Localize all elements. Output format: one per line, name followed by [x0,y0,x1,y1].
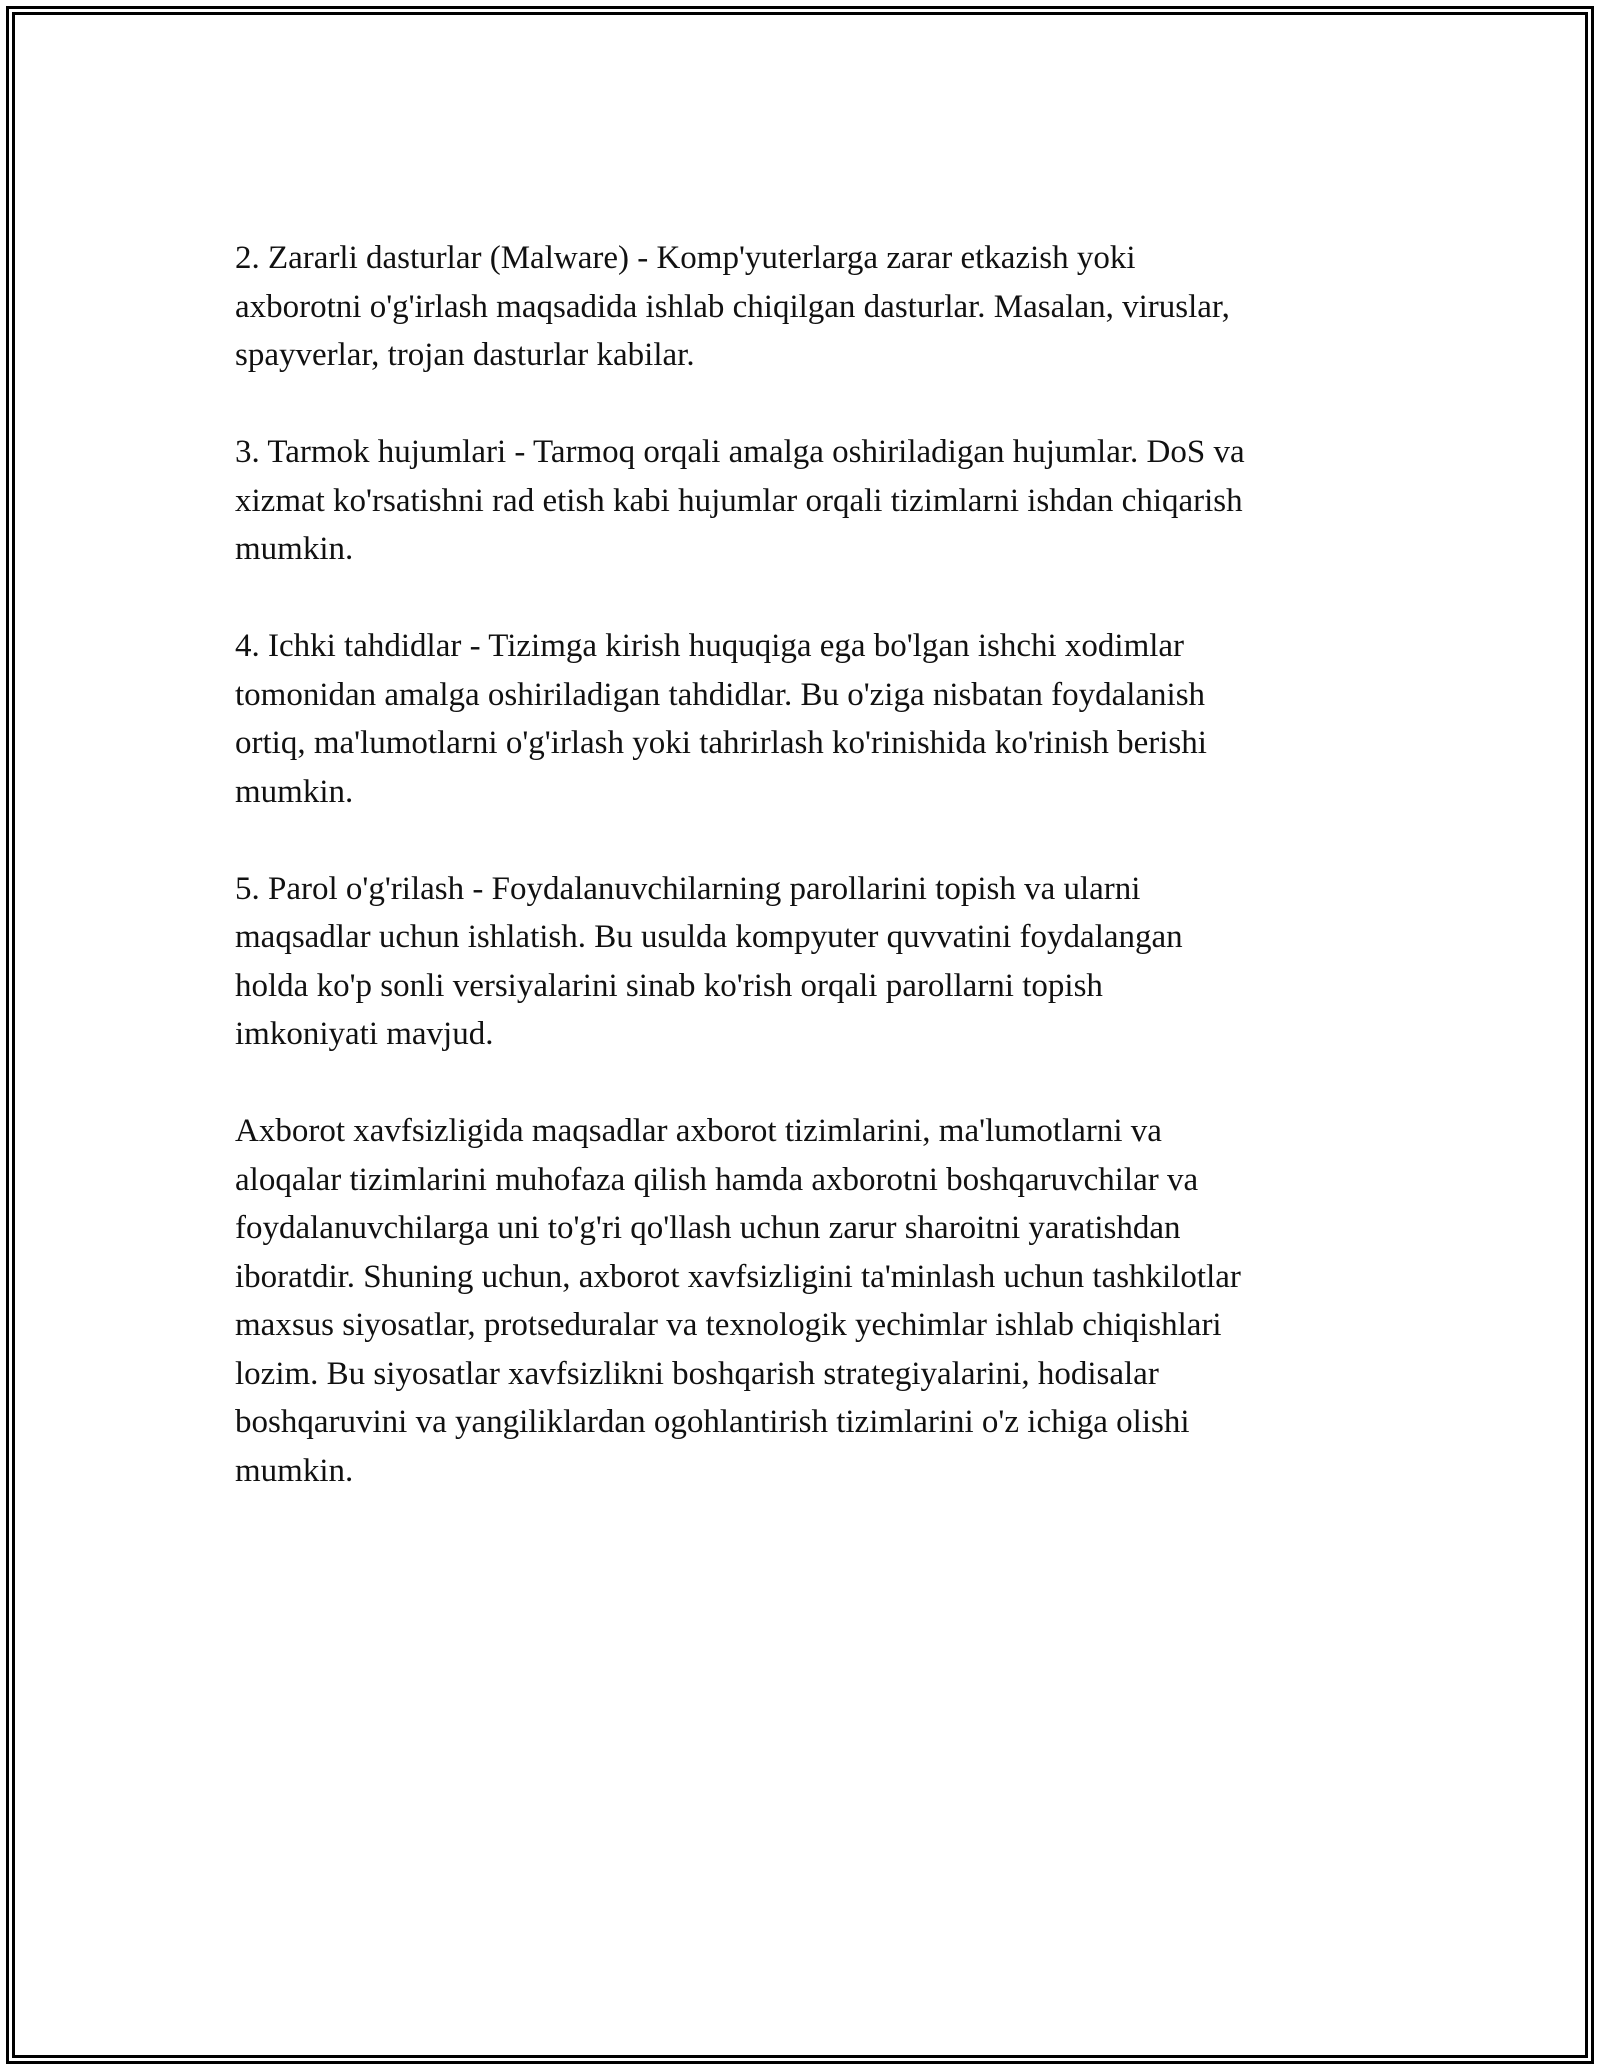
paragraph-malware: 2. Zararli dasturlar (Malware) - Komp'yuterlarga zarar etkazish yoki axborotni o'g'irlash maqsadida ishlab chiqilgan dasturlar. Masalan, viruslar, spayverlar, trojan dasturlar kabilar. [235,240,1230,373]
paragraph-network-attacks: 3. Tarmok hujumlari - Tarmoq orqali amalga oshiriladigan hujumlar. DoS va xizmat ko'rsatishni rad etish kabi hujumlar orqali tizimlarni ishdan chiqarish mumkin. [235,434,1245,567]
paragraph-security-goals: Axborot xavfsizligida maqsadlar axborot tizimlarini, ma'lumotlarni va aloqalar tizimlarini muhofaza qilish hamda axborotni boshqaruvchilar va foydalanuvchilarga uni to'g'ri qo'llash uchun zarur sharoitni yaratishdan iboratdir. Shuning uchun, axborot xavfsizligini ta'minlash uchun tashkilotlar maxsus siyosatlar, protseduralar va texnologik yechimlar ishlab chiqishlari lozim. Bu siyosatlar xavfsizlikni boshqarish strategiyalarini, hodisalar boshqaruvini va yangiliklardan ogohlantirish tizimlarini o'z ichiga olishi mumkin. [235,1113,1241,1489]
paragraph-internal-threats: 4. Ichki tahdidlar - Tizimga kirish huquqiga ega bo'lgan ishchi xodimlar tomonidan amalga oshiriladigan tahdidlar. Bu o'ziga nisbatan foydalanish ortiq, ma'lumotlarni o'g'irlash yoki tahrirlash ko'rinishida ko'rinish berishi mumkin. [235,628,1207,810]
document-body [235,234,1375,1544]
paragraph-password-theft: 5. Parol o'g'rilash - Foydalanuvchilarning parollarini topish va ularni maqsadlar uchun ishlatish. Bu usulda kompyuter quvvatini foydalangan holda ko'p sonli versiyalarini sinab ko'rish orqali parollarni topish imkoniyati mavjud. [235,870,1183,1052]
